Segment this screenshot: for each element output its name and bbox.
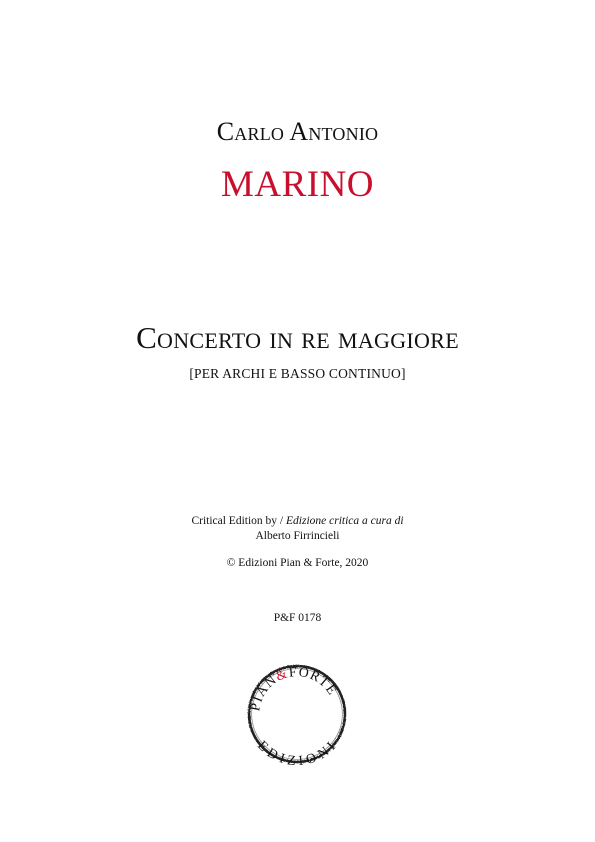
seal-top-text: PIAN [247, 671, 280, 713]
seal-right-text: FORTE [288, 664, 341, 699]
editor-name: Alberto Firrincieli [255, 530, 340, 542]
seal-ampersand: & [273, 665, 291, 684]
copyright-notice: © Edizioni Pian & Forte, 2020 [226, 557, 369, 569]
composer-first-names: Carlo Antonio [216, 117, 379, 146]
work-title: Concerto in re maggiore [136, 320, 459, 355]
seal-top-text-group [247, 664, 340, 712]
catalog-number: P&F 0178 [273, 612, 322, 624]
edition-credit-line [0, 515, 595, 527]
edition-label-en: Critical Edition by [191, 515, 278, 527]
publisher-seal-logo [246, 663, 348, 765]
seal-bottom-text: EDIZIONI [254, 737, 340, 765]
edition-separator: / [279, 515, 284, 527]
edition-label-it: Edizione critica a cura di [286, 515, 404, 527]
work-subtitle: [PER ARCHI E BASSO CONTINUO] [189, 366, 406, 381]
composer-surname: MARINO [220, 164, 375, 205]
